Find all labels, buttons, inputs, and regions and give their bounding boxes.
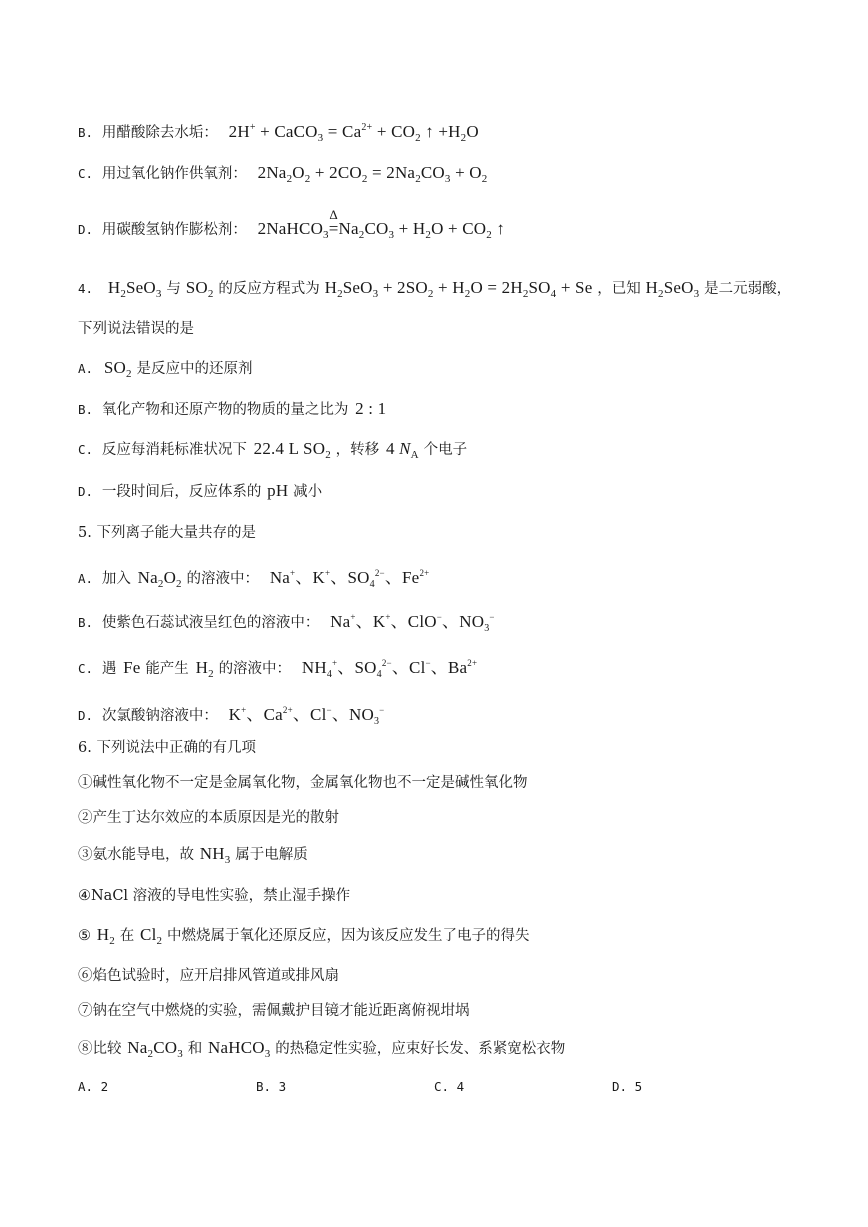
q4-option-b: B. 氧化产物和还原产物的物质的量之比为 2 : 1 [78, 399, 387, 418]
q6-option-b: B. 3 [256, 1079, 287, 1094]
q6-option-c: C. 4 [434, 1079, 465, 1094]
q6-statement-7: ⑦钠在空气中燃烧的实验，需佩戴护目镜才能近距离俯视坩埚 [78, 1003, 470, 1019]
q4-option-d: D. 一段时间后，反应体系的 pH 减小 [78, 481, 323, 500]
option-label: C. [78, 166, 94, 181]
q6-statement-5: ⑤ $H_2$ 在 $Cl_2$ 中燃烧属于氧化还原反应，因为该反应发生了电子的得失 [78, 925, 530, 947]
q6-statement-6: ⑥焰色试验时，应开启排风管道或排风扇 [78, 968, 339, 984]
q6-statement-4: ④NaCl 溶液的导电性实验，禁止湿手操作 [78, 888, 351, 904]
q3-option-d [78, 207, 506, 245]
q3-option-c [78, 163, 488, 189]
option-text: 用过氧化钠作供氧剂： [101, 166, 247, 182]
question-number: 4. [78, 281, 94, 296]
q5-stem: 5. 下列离子能大量共存的是 [78, 525, 256, 541]
q5-option-c: C. 遇 Fe 能产生 $H_2$ 的溶液中： $NH_4^+$、$SO_4^{2-}$、Cl−、$Ba^{2+}$ [78, 658, 478, 680]
equation: 2NaHCO$_3$= Δ $Na_2CO_3 + H_2O + CO_2$ ↑ [257, 207, 506, 241]
q6-statement-3: ③氨水能导电，故 $NH_3$ 属于电解质 [78, 844, 308, 866]
q5-option-b: B. 使紫色石蕊试液呈红色的溶液中： Na+、K+、ClO−、$NO_3^-$ [78, 612, 495, 634]
ion-list: $NH_4^+$、$SO_4^{2-}$、Cl−、$Ba^{2+}$ [301, 658, 478, 680]
q4-stem: 4. $H_2SeO_3$ 与 $SO_2$ 的反应方程式为 $H_2SeO_3 + 2SO_2 + H_2O = 2H_2SO_4 + Se$ ，已知 $H_2SeO_3$ 是二元弱酸， [78, 278, 792, 300]
q6-statement-1: ①碱性氧化物不一定是金属氧化物，金属氧化物也不一定是碱性氧化物 [78, 775, 528, 791]
q5-option-d: D. 次氯酸钠溶液中： K+、$Ca^{2+}$、Cl−、$NO_3^-$ [78, 705, 385, 727]
q6-option-a: A. 2 [78, 1079, 109, 1094]
equation: $2Na_2O_2 + 2CO_2 = 2Na_2CO_3 + O_2$ [257, 163, 488, 185]
option-label: D. [78, 222, 94, 237]
q3-option-b [78, 118, 479, 148]
ion-list: Na+、K+、ClO−、$NO_3^-$ [330, 612, 495, 634]
q6-options [78, 1079, 668, 1094]
option-label: B. [78, 125, 94, 140]
q6-statement-8: ⑧比较 $Na_2CO_3$ 和 NaHCO$_3$ 的热稳定性实验，应束好长发、系紧宽松衣物 [78, 1038, 566, 1060]
q4-stem-cont: 下列说法错误的是 [78, 321, 194, 337]
equation: 2H+ + CaCO$_3$ = $Ca^{2+} + CO_2$ ↑ $+H_2O$ [228, 122, 479, 144]
q4-option-a: A. $SO_2$ 是反应中的还原剂 [78, 358, 253, 380]
q6-stem: 6. 下列说法中正确的有几项 [78, 740, 256, 756]
option-text: 用醋酸除去水垢： [101, 125, 218, 141]
q6-statement-2: ②产生丁达尔效应的本质原因是光的散射 [78, 810, 339, 826]
equation: $H_2SeO_3 + 2SO_2 + H_2O = 2H_2SO_4 + Se$ [324, 278, 593, 300]
q5-option-a: A. 加入 $Na_2O_2$ 的溶液中： Na+、K+、$SO_4^{2-}$、$Fe^{2+}$ [78, 568, 430, 590]
option-text: 用碳酸氢钠作膨松剂： [101, 222, 247, 238]
ion-list: Na+、K+、$SO_4^{2-}$、$Fe^{2+}$ [269, 568, 430, 590]
ion-list: K+、$Ca^{2+}$、Cl−、$NO_3^-$ [228, 705, 385, 727]
q6-option-d: D. 5 [612, 1079, 643, 1094]
q4-option-c: C. 反应每消耗标准状况下 22.4 L $SO_2$ ，转移 4 $N_A$ 个电子 [78, 439, 468, 461]
